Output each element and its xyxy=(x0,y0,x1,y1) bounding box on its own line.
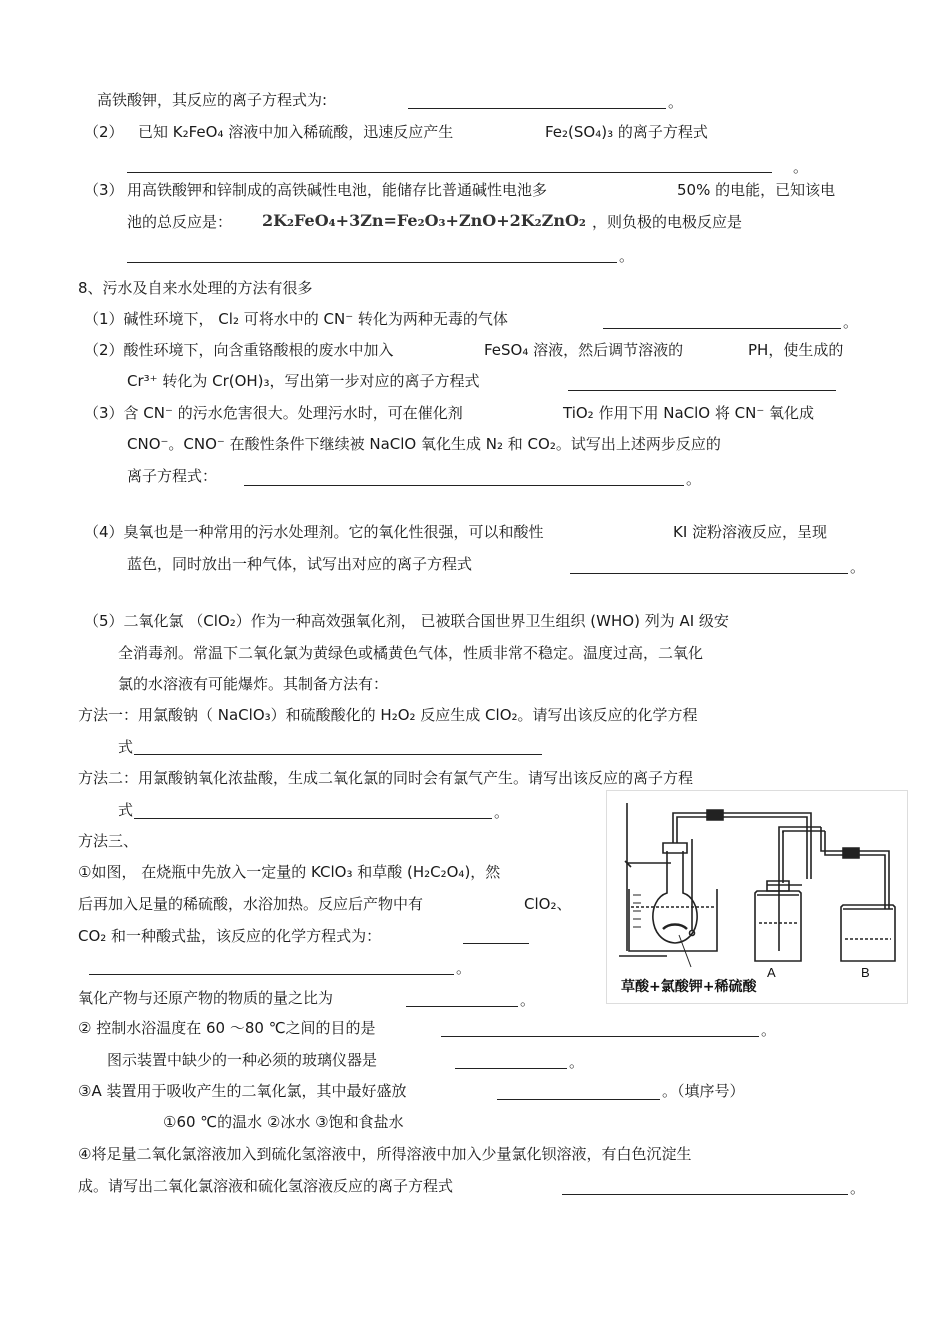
answer-blank[interactable] xyxy=(406,1006,518,1007)
answer-blank[interactable] xyxy=(603,328,841,329)
item-4-line2: 蓝色，同时放出一种气体，试写出对应的离子方程式 xyxy=(127,555,473,573)
intro-line: 高铁酸钾，其反应的离子方程式为: xyxy=(97,91,328,109)
method-3-title: 方法三、 xyxy=(78,832,139,850)
answer-blank[interactable] xyxy=(408,108,666,109)
method-2-line2: 式 xyxy=(118,801,134,819)
answer-blank[interactable] xyxy=(497,1099,660,1100)
method-2-text: 方法二：用氯酸钠氧化浓盐酸，生成二氧化氯的同时会有氯气产生。请写出该反应的离子方程 xyxy=(78,769,694,787)
method-3-a5: 氧化产物与还原产物的物质的量之比为 xyxy=(78,989,334,1007)
method-3-a2b: ClO₂、 xyxy=(524,895,572,913)
method-3-a3: CO₂ 和一种酸式盐，该反应的化学方程式为： xyxy=(78,927,382,945)
answer-blank[interactable] xyxy=(570,573,848,574)
period: 。 xyxy=(569,1053,585,1071)
item-3-line3: 离子方程式： xyxy=(127,467,218,485)
figure-caption: 草酸+氯酸钾+稀硫酸 xyxy=(621,979,757,995)
answer-blank[interactable] xyxy=(134,754,542,755)
period: 。 xyxy=(793,158,809,176)
answer-blank[interactable] xyxy=(562,1194,848,1195)
period: 。 xyxy=(494,803,510,821)
item-3-text: （3）含 CN⁻ 的污水危害很大。处理污水时，可在催化剂 xyxy=(84,404,463,422)
method-3-d2: 成。请写出二氧化氯溶液和硫化氢溶液反应的离子方程式 xyxy=(78,1177,454,1195)
period: 。 xyxy=(686,470,702,488)
apparatus-figure xyxy=(606,790,908,1004)
q3-text-2: 50% 的电能，已知该电 xyxy=(677,181,836,199)
q2-text-2: Fe₂(SO₄)₃ 的离子方程式 xyxy=(545,123,708,141)
answer-blank[interactable] xyxy=(134,818,492,819)
period: 。 xyxy=(850,558,866,576)
section-8-title: 8、污水及自来水处理的方法有很多 xyxy=(78,279,313,297)
item-1-text: （1）碱性环境下， Cl₂ 可将水中的 CN⁻ 转化为两种无毒的气体 xyxy=(84,310,508,328)
answer-blank[interactable] xyxy=(127,172,772,173)
period: 。 xyxy=(456,959,472,977)
q3-number: （3） xyxy=(84,181,124,199)
apparatus-drawing xyxy=(607,791,907,1003)
option-list: ①60 ℃的温水 ②冰水 ③饱和食盐水 xyxy=(163,1113,404,1131)
item-2-text-3: PH，使生成的 xyxy=(748,341,844,359)
method-3-b2: 图示装置中缺少的一种必须的玻璃仪器是 xyxy=(107,1051,378,1069)
period: 。 xyxy=(668,93,684,111)
method-1-text: 方法一：用氯酸钠（ NaClO₃）和硫酸酸化的 H₂O₂ 反应生成 ClO₂。请写出该反应的化学方程 xyxy=(78,706,698,724)
period: 。 xyxy=(619,247,635,265)
method-3-b1: ② 控制水浴温度在 60 ～80 ℃之间的目的是 xyxy=(78,1019,376,1037)
answer-blank[interactable] xyxy=(244,485,684,486)
item-3-line2: CNO⁻。CNO⁻ 在酸性条件下继续被 NaClO 氧化生成 N₂ 和 CO₂。试写出上述两步反应的 xyxy=(127,435,721,453)
answer-blank[interactable] xyxy=(568,390,836,391)
q2-text: 已知 K₂FeO₄ 溶液中加入稀硫酸，迅速反应产生 xyxy=(138,123,454,141)
item-2-text: （2）酸性环境下，向含重铬酸根的废水中加入 xyxy=(84,341,394,359)
item-2-line2: Cr³⁺ 转化为 Cr(OH)₃，写出第一步对应的离子方程式 xyxy=(127,372,480,390)
item-4-text: （4）臭氧也是一种常用的污水处理剂。它的氧化性很强，可以和酸性 xyxy=(84,523,544,541)
period: 。 xyxy=(761,1021,777,1039)
answer-blank[interactable] xyxy=(89,974,454,975)
battery-equation: 2K₂FeO₄+3Zn=Fe₂O₃+ZnO+2K₂ZnO₂ xyxy=(262,211,586,230)
item-2-text-2: FeSO₄ 溶液，然后调节溶液的 xyxy=(484,341,684,359)
answer-blank[interactable] xyxy=(455,1068,567,1069)
item-5-text: （5）二氧化氯 （ClO₂）作为一种高效强氧化剂， 已被联合国世界卫生组织 (WHO) 列为 AI 级安 xyxy=(84,612,729,630)
period: 。 xyxy=(850,1179,866,1197)
answer-blank[interactable] xyxy=(127,262,617,263)
method-3-c1: ③A 装置用于吸收产生的二氧化氯，其中最好盛放 xyxy=(78,1082,407,1100)
period: 。 xyxy=(843,313,859,331)
item-3-text-2: TiO₂ 作用下用 NaClO 将 CN⁻ 氧化成 xyxy=(563,404,815,422)
q3-text: 用高铁酸钾和锌制成的高铁碱性电池，能储存比普通碱性电池多 xyxy=(127,181,548,199)
item-5-line2: 全消毒剂。常温下二氧化氯为黄绿色或橘黄色气体，性质非常不稳定。温度过高，二氧化 xyxy=(118,644,704,662)
fill-hint: 。（填序号） xyxy=(662,1082,745,1100)
answer-blank[interactable] xyxy=(441,1036,759,1037)
answer-blank[interactable] xyxy=(463,943,529,944)
label-b: B xyxy=(861,965,870,980)
method-1-line2: 式 xyxy=(118,738,134,756)
q2-number: （2） xyxy=(84,123,124,141)
label-a: A xyxy=(767,965,776,980)
method-3-a2: 后再加入足量的稀硫酸，水浴加热。反应后产物中有 xyxy=(78,895,424,913)
q3-line2-prefix: 池的总反应是： xyxy=(127,213,233,231)
method-3-d1: ④将足量二氧化氯溶液加入到硫化氢溶液中，所得溶液中加入少量氯化钡溶液，有白色沉淀生 xyxy=(78,1145,692,1163)
q3-line2-suffix: ，则负极的电极反应是 xyxy=(592,213,743,231)
method-3-a1: ①如图， 在烧瓶中先放入一定量的 KClO₃ 和草酸 (H₂C₂O₄)，然 xyxy=(78,863,501,881)
item-5-line3: 氯的水溶液有可能爆炸。其制备方法有： xyxy=(118,675,389,693)
period: 。 xyxy=(520,991,536,1009)
item-4-text-2: KI 淀粉溶液反应，呈现 xyxy=(673,523,828,541)
